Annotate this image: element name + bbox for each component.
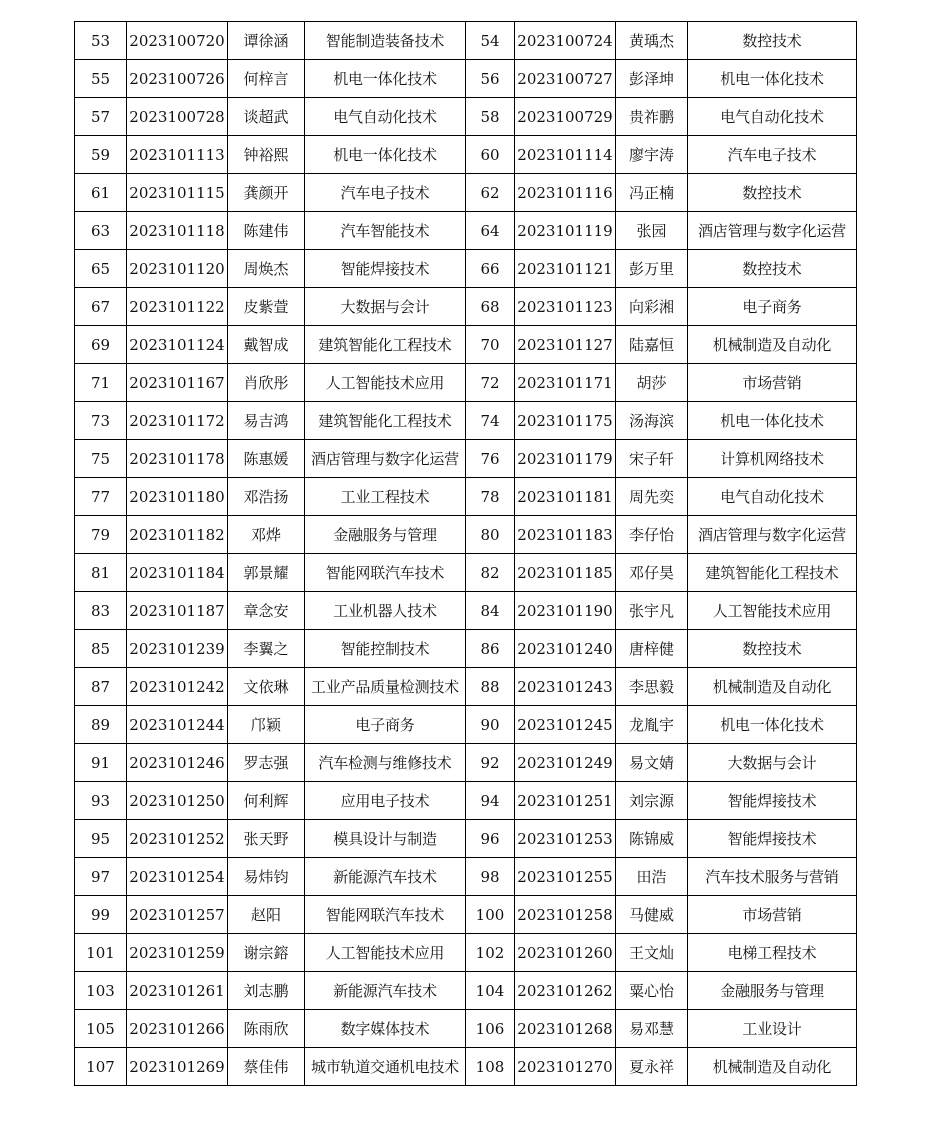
table-row — [75, 858, 857, 896]
right-serial-number-cell: 74 — [466, 402, 515, 440]
left-serial-number-cell: 93 — [75, 782, 127, 820]
right-student-name-cell: 易文婧 — [616, 744, 688, 782]
left-serial-number-cell: 71 — [75, 364, 127, 402]
right-student-name-cell: 马健威 — [616, 896, 688, 934]
right-major-cell: 数控技术 — [688, 22, 857, 60]
left-student-name-cell: 龚颜开 — [228, 174, 305, 212]
left-student-name-cell: 赵阳 — [228, 896, 305, 934]
left-student-id-cell: 2023100720 — [127, 22, 228, 60]
left-student-id-cell: 2023101254 — [127, 858, 228, 896]
student-roster-table — [74, 21, 857, 1086]
left-student-name-cell: 周焕杰 — [228, 250, 305, 288]
left-student-name-cell: 邓烨 — [228, 516, 305, 554]
right-student-id-cell: 2023101171 — [515, 364, 616, 402]
right-serial-number-cell: 102 — [466, 934, 515, 972]
right-major-cell: 机电一体化技术 — [688, 706, 857, 744]
left-student-name-cell: 谭徐涵 — [228, 22, 305, 60]
left-student-id-cell: 2023101266 — [127, 1010, 228, 1048]
right-major-cell: 酒店管理与数字化运营 — [688, 212, 857, 250]
left-student-name-cell: 肖欣彤 — [228, 364, 305, 402]
table-row — [75, 630, 857, 668]
left-student-name-cell: 戴智成 — [228, 326, 305, 364]
left-student-id-cell: 2023101182 — [127, 516, 228, 554]
right-student-id-cell: 2023101119 — [515, 212, 616, 250]
right-serial-number-cell: 104 — [466, 972, 515, 1010]
left-student-id-cell: 2023101184 — [127, 554, 228, 592]
table-row — [75, 934, 857, 972]
left-student-id-cell: 2023101178 — [127, 440, 228, 478]
left-student-id-cell: 2023101120 — [127, 250, 228, 288]
right-serial-number-cell: 92 — [466, 744, 515, 782]
left-student-name-cell: 郭景耀 — [228, 554, 305, 592]
left-major-cell: 工业产品质量检测技术 — [305, 668, 466, 706]
right-serial-number-cell: 100 — [466, 896, 515, 934]
table-row — [75, 744, 857, 782]
right-major-cell: 电气自动化技术 — [688, 478, 857, 516]
left-serial-number-cell: 65 — [75, 250, 127, 288]
left-serial-number-cell: 53 — [75, 22, 127, 60]
table-row — [75, 478, 857, 516]
left-student-id-cell: 2023101172 — [127, 402, 228, 440]
right-student-id-cell: 2023100729 — [515, 98, 616, 136]
left-serial-number-cell: 85 — [75, 630, 127, 668]
right-major-cell: 数控技术 — [688, 250, 857, 288]
right-student-id-cell: 2023101255 — [515, 858, 616, 896]
left-student-name-cell: 易吉鸿 — [228, 402, 305, 440]
right-major-cell: 数控技术 — [688, 630, 857, 668]
left-major-cell: 酒店管理与数字化运营 — [305, 440, 466, 478]
left-major-cell: 新能源汽车技术 — [305, 972, 466, 1010]
right-serial-number-cell: 108 — [466, 1048, 515, 1086]
right-major-cell: 机械制造及自动化 — [688, 668, 857, 706]
table-row — [75, 174, 857, 212]
left-serial-number-cell: 97 — [75, 858, 127, 896]
left-serial-number-cell: 57 — [75, 98, 127, 136]
right-student-id-cell: 2023101116 — [515, 174, 616, 212]
right-student-name-cell: 向彩湘 — [616, 288, 688, 326]
left-student-name-cell: 李翼之 — [228, 630, 305, 668]
right-serial-number-cell: 96 — [466, 820, 515, 858]
right-student-name-cell: 粟心怡 — [616, 972, 688, 1010]
left-serial-number-cell: 77 — [75, 478, 127, 516]
left-student-id-cell: 2023101118 — [127, 212, 228, 250]
right-serial-number-cell: 64 — [466, 212, 515, 250]
left-student-id-cell: 2023101167 — [127, 364, 228, 402]
left-major-cell: 金融服务与管理 — [305, 516, 466, 554]
right-serial-number-cell: 56 — [466, 60, 515, 98]
right-student-name-cell: 刘宗源 — [616, 782, 688, 820]
right-student-name-cell: 龙胤宇 — [616, 706, 688, 744]
left-student-name-cell: 易炜钧 — [228, 858, 305, 896]
left-student-id-cell: 2023101259 — [127, 934, 228, 972]
right-serial-number-cell: 76 — [466, 440, 515, 478]
right-major-cell: 金融服务与管理 — [688, 972, 857, 1010]
right-student-name-cell: 张宇凡 — [616, 592, 688, 630]
right-student-id-cell: 2023101185 — [515, 554, 616, 592]
right-major-cell: 大数据与会计 — [688, 744, 857, 782]
left-serial-number-cell: 81 — [75, 554, 127, 592]
right-major-cell: 机械制造及自动化 — [688, 1048, 857, 1086]
left-serial-number-cell: 59 — [75, 136, 127, 174]
right-student-name-cell: 汤海滨 — [616, 402, 688, 440]
left-student-id-cell: 2023101252 — [127, 820, 228, 858]
right-major-cell: 电子商务 — [688, 288, 857, 326]
left-student-id-cell: 2023101124 — [127, 326, 228, 364]
left-student-id-cell: 2023101115 — [127, 174, 228, 212]
table-row — [75, 212, 857, 250]
right-student-name-cell: 邓仔昊 — [616, 554, 688, 592]
right-student-name-cell: 唐梓健 — [616, 630, 688, 668]
left-major-cell: 智能网联汽车技术 — [305, 896, 466, 934]
table-row — [75, 60, 857, 98]
right-student-name-cell: 冯正楠 — [616, 174, 688, 212]
right-student-id-cell: 2023101253 — [515, 820, 616, 858]
left-student-name-cell: 张天野 — [228, 820, 305, 858]
right-serial-number-cell: 54 — [466, 22, 515, 60]
left-serial-number-cell: 91 — [75, 744, 127, 782]
left-serial-number-cell: 55 — [75, 60, 127, 98]
right-student-id-cell: 2023101179 — [515, 440, 616, 478]
left-student-id-cell: 2023101269 — [127, 1048, 228, 1086]
right-student-name-cell: 贵祚鹏 — [616, 98, 688, 136]
right-student-id-cell: 2023101127 — [515, 326, 616, 364]
right-serial-number-cell: 72 — [466, 364, 515, 402]
left-serial-number-cell: 79 — [75, 516, 127, 554]
right-student-name-cell: 田浩 — [616, 858, 688, 896]
left-student-id-cell: 2023100726 — [127, 60, 228, 98]
table-row — [75, 440, 857, 478]
right-serial-number-cell: 86 — [466, 630, 515, 668]
table-row — [75, 972, 857, 1010]
left-major-cell: 应用电子技术 — [305, 782, 466, 820]
left-student-id-cell: 2023101113 — [127, 136, 228, 174]
right-serial-number-cell: 98 — [466, 858, 515, 896]
left-serial-number-cell: 73 — [75, 402, 127, 440]
right-major-cell: 计算机网络技术 — [688, 440, 857, 478]
table-row — [75, 896, 857, 934]
left-serial-number-cell: 95 — [75, 820, 127, 858]
left-major-cell: 电气自动化技术 — [305, 98, 466, 136]
right-major-cell: 人工智能技术应用 — [688, 592, 857, 630]
left-major-cell: 智能控制技术 — [305, 630, 466, 668]
left-student-name-cell: 钟裕熙 — [228, 136, 305, 174]
left-student-id-cell: 2023101257 — [127, 896, 228, 934]
left-serial-number-cell: 61 — [75, 174, 127, 212]
table-row — [75, 250, 857, 288]
left-major-cell: 城市轨道交通机电技术 — [305, 1048, 466, 1086]
roster-body — [75, 22, 857, 1086]
left-major-cell: 大数据与会计 — [305, 288, 466, 326]
right-major-cell: 建筑智能化工程技术 — [688, 554, 857, 592]
right-major-cell: 机械制造及自动化 — [688, 326, 857, 364]
right-student-id-cell: 2023101262 — [515, 972, 616, 1010]
right-student-name-cell: 彭万里 — [616, 250, 688, 288]
table-row — [75, 1010, 857, 1048]
left-serial-number-cell: 69 — [75, 326, 127, 364]
table-row — [75, 782, 857, 820]
right-student-id-cell: 2023101249 — [515, 744, 616, 782]
left-major-cell: 智能网联汽车技术 — [305, 554, 466, 592]
right-serial-number-cell: 58 — [466, 98, 515, 136]
left-major-cell: 汽车检测与维修技术 — [305, 744, 466, 782]
right-major-cell: 酒店管理与数字化运营 — [688, 516, 857, 554]
left-major-cell: 工业工程技术 — [305, 478, 466, 516]
right-student-id-cell: 2023101114 — [515, 136, 616, 174]
right-major-cell: 汽车电子技术 — [688, 136, 857, 174]
left-student-name-cell: 邝颖 — [228, 706, 305, 744]
right-major-cell: 数控技术 — [688, 174, 857, 212]
left-student-id-cell: 2023101244 — [127, 706, 228, 744]
right-serial-number-cell: 60 — [466, 136, 515, 174]
table-row — [75, 706, 857, 744]
right-student-name-cell: 黄瑀杰 — [616, 22, 688, 60]
left-major-cell: 新能源汽车技术 — [305, 858, 466, 896]
left-student-name-cell: 何利辉 — [228, 782, 305, 820]
right-student-id-cell: 2023101190 — [515, 592, 616, 630]
table-row — [75, 820, 857, 858]
left-student-id-cell: 2023101122 — [127, 288, 228, 326]
table-row — [75, 326, 857, 364]
right-student-id-cell: 2023100727 — [515, 60, 616, 98]
table-row — [75, 22, 857, 60]
right-student-id-cell: 2023101251 — [515, 782, 616, 820]
right-major-cell: 智能焊接技术 — [688, 820, 857, 858]
left-major-cell: 电子商务 — [305, 706, 466, 744]
left-major-cell: 模具设计与制造 — [305, 820, 466, 858]
right-student-name-cell: 张园 — [616, 212, 688, 250]
left-serial-number-cell: 67 — [75, 288, 127, 326]
left-student-name-cell: 文依琳 — [228, 668, 305, 706]
right-student-id-cell: 2023100724 — [515, 22, 616, 60]
left-student-id-cell: 2023101242 — [127, 668, 228, 706]
left-major-cell: 智能制造装备技术 — [305, 22, 466, 60]
right-student-name-cell: 周先奕 — [616, 478, 688, 516]
right-student-id-cell: 2023101181 — [515, 478, 616, 516]
right-student-id-cell: 2023101268 — [515, 1010, 616, 1048]
left-major-cell: 智能焊接技术 — [305, 250, 466, 288]
left-major-cell: 汽车电子技术 — [305, 174, 466, 212]
right-major-cell: 电气自动化技术 — [688, 98, 857, 136]
right-major-cell: 市场营销 — [688, 896, 857, 934]
table-row — [75, 516, 857, 554]
table-row — [75, 402, 857, 440]
left-student-id-cell: 2023101239 — [127, 630, 228, 668]
left-serial-number-cell: 75 — [75, 440, 127, 478]
right-student-name-cell: 夏永祥 — [616, 1048, 688, 1086]
right-major-cell: 智能焊接技术 — [688, 782, 857, 820]
left-student-id-cell: 2023100728 — [127, 98, 228, 136]
left-student-id-cell: 2023101261 — [127, 972, 228, 1010]
table-row — [75, 1048, 857, 1086]
right-student-name-cell: 陈锦威 — [616, 820, 688, 858]
left-student-name-cell: 陈惠媛 — [228, 440, 305, 478]
left-serial-number-cell: 63 — [75, 212, 127, 250]
left-major-cell: 人工智能技术应用 — [305, 364, 466, 402]
right-student-name-cell: 宋子轩 — [616, 440, 688, 478]
table-row — [75, 554, 857, 592]
right-student-id-cell: 2023101183 — [515, 516, 616, 554]
left-serial-number-cell: 107 — [75, 1048, 127, 1086]
left-student-name-cell: 罗志强 — [228, 744, 305, 782]
right-serial-number-cell: 78 — [466, 478, 515, 516]
left-major-cell: 建筑智能化工程技术 — [305, 326, 466, 364]
right-serial-number-cell: 94 — [466, 782, 515, 820]
right-major-cell: 工业设计 — [688, 1010, 857, 1048]
left-serial-number-cell: 87 — [75, 668, 127, 706]
table-row — [75, 364, 857, 402]
right-student-id-cell: 2023101245 — [515, 706, 616, 744]
right-student-id-cell: 2023101121 — [515, 250, 616, 288]
right-major-cell: 机电一体化技术 — [688, 60, 857, 98]
left-serial-number-cell: 103 — [75, 972, 127, 1010]
right-serial-number-cell: 84 — [466, 592, 515, 630]
left-major-cell: 机电一体化技术 — [305, 60, 466, 98]
left-major-cell: 机电一体化技术 — [305, 136, 466, 174]
table-row — [75, 592, 857, 630]
left-student-id-cell: 2023101180 — [127, 478, 228, 516]
left-student-name-cell: 何梓言 — [228, 60, 305, 98]
table-row — [75, 288, 857, 326]
left-serial-number-cell: 101 — [75, 934, 127, 972]
left-major-cell: 汽车智能技术 — [305, 212, 466, 250]
right-student-name-cell: 王文灿 — [616, 934, 688, 972]
right-serial-number-cell: 66 — [466, 250, 515, 288]
right-serial-number-cell: 90 — [466, 706, 515, 744]
right-student-id-cell: 2023101260 — [515, 934, 616, 972]
right-serial-number-cell: 88 — [466, 668, 515, 706]
right-student-name-cell: 陆嘉恒 — [616, 326, 688, 364]
left-student-name-cell: 陈建伟 — [228, 212, 305, 250]
left-student-id-cell: 2023101246 — [127, 744, 228, 782]
right-student-id-cell: 2023101240 — [515, 630, 616, 668]
right-major-cell: 电梯工程技术 — [688, 934, 857, 972]
left-student-name-cell: 章念安 — [228, 592, 305, 630]
right-serial-number-cell: 82 — [466, 554, 515, 592]
left-student-name-cell: 皮紫萱 — [228, 288, 305, 326]
right-student-id-cell: 2023101258 — [515, 896, 616, 934]
left-student-id-cell: 2023101250 — [127, 782, 228, 820]
right-student-name-cell: 易邓慧 — [616, 1010, 688, 1048]
right-major-cell: 机电一体化技术 — [688, 402, 857, 440]
right-major-cell: 汽车技术服务与营销 — [688, 858, 857, 896]
left-major-cell: 数字媒体技术 — [305, 1010, 466, 1048]
left-student-name-cell: 邓浩扬 — [228, 478, 305, 516]
left-serial-number-cell: 89 — [75, 706, 127, 744]
right-student-id-cell: 2023101270 — [515, 1048, 616, 1086]
left-serial-number-cell: 83 — [75, 592, 127, 630]
right-student-name-cell: 廖宇涛 — [616, 136, 688, 174]
table-row — [75, 98, 857, 136]
right-major-cell: 市场营销 — [688, 364, 857, 402]
left-major-cell: 工业机器人技术 — [305, 592, 466, 630]
left-serial-number-cell: 99 — [75, 896, 127, 934]
left-student-name-cell: 谈超武 — [228, 98, 305, 136]
table-row — [75, 136, 857, 174]
right-student-id-cell: 2023101123 — [515, 288, 616, 326]
left-student-name-cell: 刘志鹏 — [228, 972, 305, 1010]
right-serial-number-cell: 68 — [466, 288, 515, 326]
right-serial-number-cell: 62 — [466, 174, 515, 212]
left-major-cell: 建筑智能化工程技术 — [305, 402, 466, 440]
left-student-name-cell: 谢宗鎔 — [228, 934, 305, 972]
right-serial-number-cell: 106 — [466, 1010, 515, 1048]
right-student-id-cell: 2023101175 — [515, 402, 616, 440]
right-serial-number-cell: 70 — [466, 326, 515, 364]
table-row — [75, 668, 857, 706]
right-student-id-cell: 2023101243 — [515, 668, 616, 706]
left-student-name-cell: 蔡佳伟 — [228, 1048, 305, 1086]
right-student-name-cell: 胡莎 — [616, 364, 688, 402]
left-serial-number-cell: 105 — [75, 1010, 127, 1048]
left-student-id-cell: 2023101187 — [127, 592, 228, 630]
right-student-name-cell: 李仔怡 — [616, 516, 688, 554]
left-major-cell: 人工智能技术应用 — [305, 934, 466, 972]
right-student-name-cell: 李思毅 — [616, 668, 688, 706]
right-serial-number-cell: 80 — [466, 516, 515, 554]
right-student-name-cell: 彭泽坤 — [616, 60, 688, 98]
left-student-name-cell: 陈雨欣 — [228, 1010, 305, 1048]
